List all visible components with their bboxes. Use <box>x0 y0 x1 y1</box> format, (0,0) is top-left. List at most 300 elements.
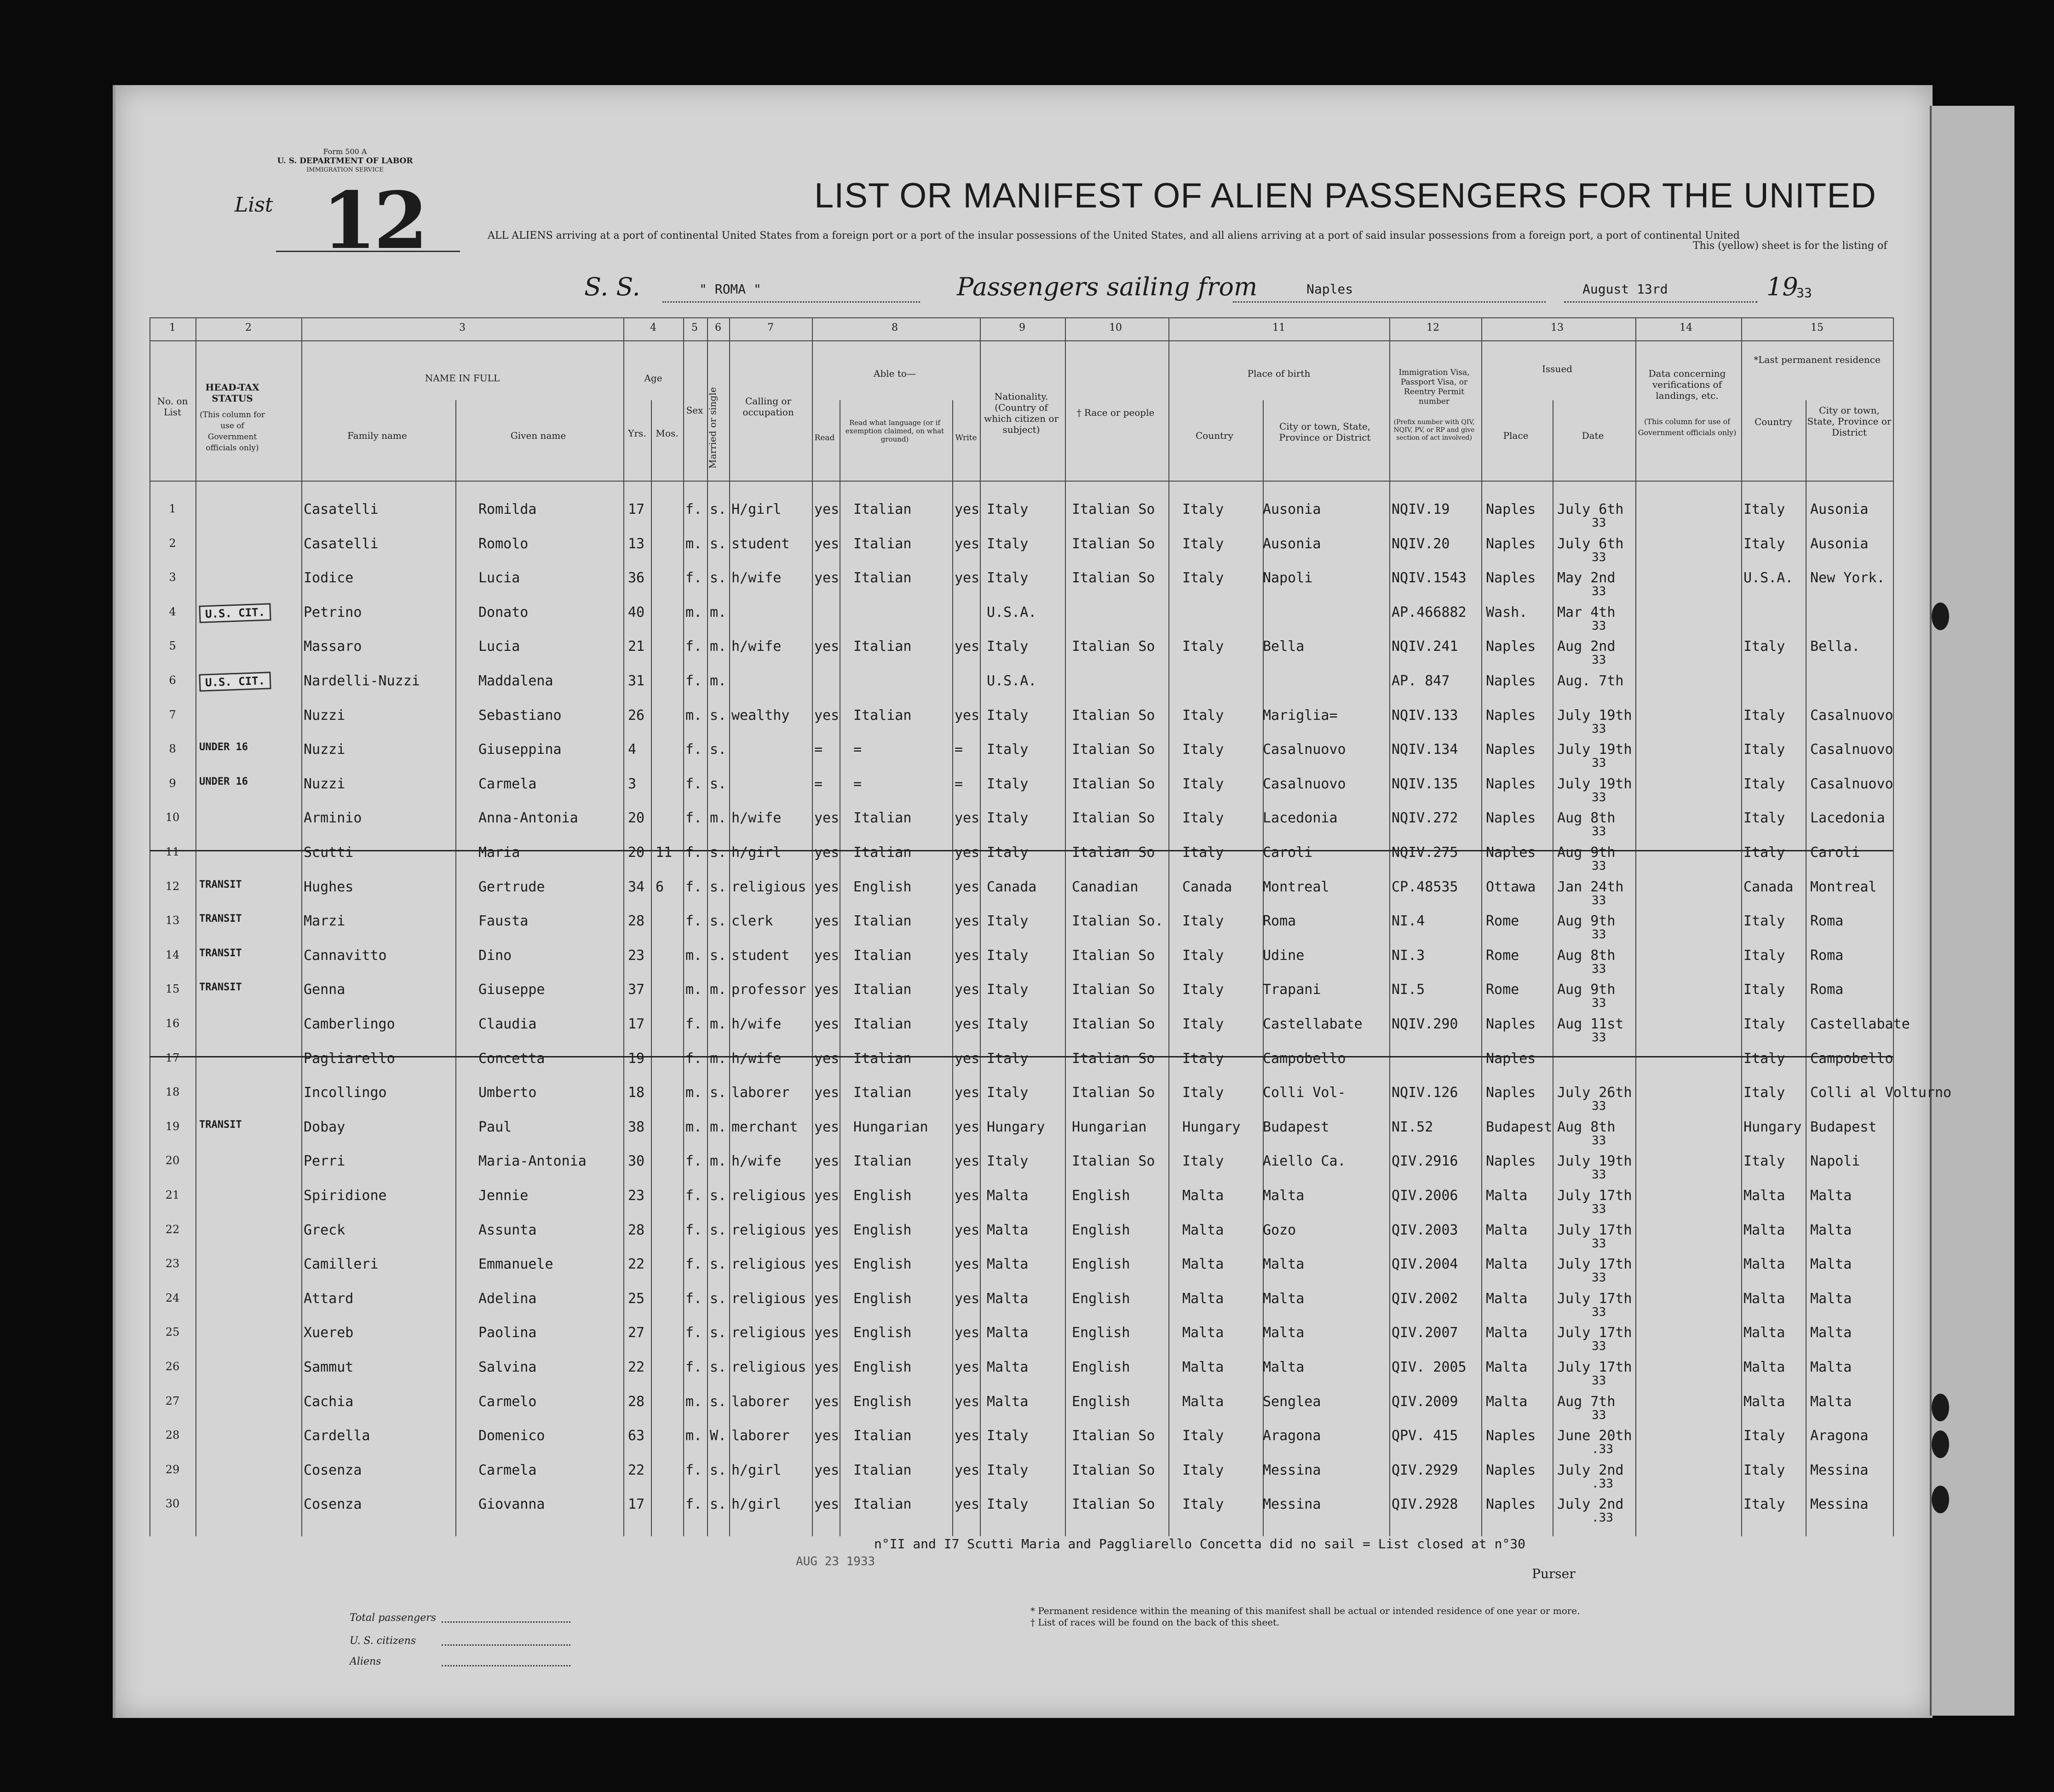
column-rule <box>812 317 813 1536</box>
age-years: 31 <box>628 673 645 689</box>
can-read: yes <box>814 638 840 655</box>
birth-country: Malta <box>1182 1325 1224 1341</box>
column-rule <box>1741 317 1742 1536</box>
can-read: yes <box>814 501 840 517</box>
residence-country: Italy <box>1743 1153 1785 1170</box>
given-name: Maddalena <box>478 673 553 689</box>
family-name: Iodice <box>304 570 354 586</box>
issued-place: Malta <box>1486 1325 1528 1341</box>
sex: f. <box>685 1359 702 1375</box>
given-name: Romilda <box>478 501 537 517</box>
issued-place: Malta <box>1486 1359 1528 1375</box>
birth-city: Messina <box>1263 1462 1321 1478</box>
header-verifications-note: (This column for use of Government officials only) <box>1638 417 1737 437</box>
header-place-of-birth: Place of birth <box>1247 368 1311 379</box>
can-read: yes <box>814 810 840 827</box>
nationality: Hungary <box>987 1119 1045 1135</box>
race: Hungarian <box>1072 1119 1147 1135</box>
issued-year: 33 <box>1592 1339 1606 1354</box>
header-birth-city: City or town, State, Province or District <box>1279 421 1371 443</box>
read-language: Italian <box>853 810 912 827</box>
family-name: Casatelli <box>304 501 379 517</box>
issued-date: July 17th <box>1557 1359 1632 1375</box>
can-write: yes <box>955 1462 980 1478</box>
family-name: Massaro <box>304 638 362 655</box>
birth-country: Italy <box>1182 775 1224 792</box>
race: Italian So <box>1072 707 1155 724</box>
row-number: 13 <box>165 914 180 927</box>
sailing-label: Passengers sailing from <box>957 272 1258 301</box>
visa-number: NI.52 <box>1392 1119 1433 1135</box>
marital-status: s. <box>710 570 727 586</box>
visa-number: NQIV.20 <box>1392 535 1450 552</box>
purser-label: Purser <box>1532 1566 1576 1581</box>
issued-year: 33 <box>1592 859 1606 873</box>
family-name: Nuzzi <box>304 707 345 724</box>
column-number: 9 <box>1019 322 1025 333</box>
nationality: Italy <box>987 1153 1029 1170</box>
can-read: yes <box>814 1359 840 1375</box>
birth-city: Campobello <box>1263 1050 1346 1067</box>
residence-city: Roma <box>1810 982 1844 998</box>
race: English <box>1072 1222 1130 1238</box>
issued-date: Aug 9th <box>1557 982 1616 998</box>
issued-year: 33 <box>1592 928 1606 942</box>
row-number: 19 <box>165 1120 180 1133</box>
read-language: Italian <box>853 570 912 586</box>
column-rule <box>1893 317 1894 1536</box>
given-name: Concetta <box>478 1050 545 1067</box>
age-months: 6 <box>656 879 664 895</box>
punch-hole <box>1932 1394 1949 1421</box>
age-months: 11 <box>656 844 673 861</box>
visa-number: QIV.2006 <box>1392 1188 1458 1204</box>
head-tax-status: UNDER 16 <box>199 775 248 787</box>
issued-date: Aug 7th <box>1557 1393 1616 1410</box>
birth-city: Castellabate <box>1263 1016 1363 1032</box>
issued-date: Jan 24th <box>1557 879 1624 895</box>
residence-city: Malta <box>1810 1256 1852 1273</box>
residence-country: Malta <box>1743 1325 1785 1341</box>
marital-status: s. <box>710 1359 727 1375</box>
header-able-to: Able to— <box>874 368 916 379</box>
issued-date: July 19th <box>1557 741 1632 758</box>
occupation: religious <box>731 1290 806 1307</box>
birth-city: Malta <box>1263 1325 1305 1341</box>
marital-status: m. <box>710 1050 727 1067</box>
issued-date: July 19th <box>1557 707 1632 724</box>
nationality: Italy <box>987 501 1029 517</box>
read-language: English <box>853 1256 912 1273</box>
issued-year: 33 <box>1592 962 1606 976</box>
age-years: 28 <box>628 913 645 930</box>
visa-number: NQIV.272 <box>1392 810 1458 827</box>
marital-status: s. <box>710 913 727 930</box>
residence-country: Italy <box>1743 707 1785 724</box>
marital-status: s. <box>710 844 727 861</box>
issued-place: Naples <box>1486 844 1536 861</box>
issued-year: 33 <box>1592 1168 1606 1182</box>
nationality: Malta <box>987 1188 1029 1204</box>
sex: m. <box>685 982 702 998</box>
can-read: yes <box>814 1119 840 1135</box>
family-name: Xuereb <box>304 1325 354 1341</box>
race: Italian So <box>1072 1462 1155 1478</box>
visa-number: NQIV.134 <box>1392 741 1458 758</box>
race: Italian So <box>1072 1085 1155 1101</box>
nationality: Italy <box>987 535 1029 552</box>
given-name: Salvina <box>478 1359 537 1375</box>
sex: f. <box>685 1222 702 1238</box>
given-name: Carmelo <box>478 1393 537 1410</box>
strike-through <box>150 1056 1893 1066</box>
sex: m. <box>685 1428 702 1444</box>
birth-country: Italy <box>1182 810 1224 827</box>
can-write: yes <box>955 535 980 552</box>
given-name: Gertrude <box>478 879 545 895</box>
age-years: 28 <box>628 1393 645 1410</box>
sex: m. <box>685 1119 702 1135</box>
age-years: 20 <box>628 810 645 827</box>
punch-hole <box>1932 603 1949 630</box>
issued-date: July 2nd <box>1557 1462 1624 1478</box>
sex: f. <box>685 570 702 586</box>
read-language: Italian <box>853 1462 912 1478</box>
issued-place: Naples <box>1486 810 1536 827</box>
header-race: † Race or people <box>1076 407 1155 418</box>
row-number: 24 <box>165 1291 180 1304</box>
issued-place: Naples <box>1486 707 1536 724</box>
footnote-races: † List of races will be found on the back of this sheet. <box>1030 1617 1280 1628</box>
issued-year: 33 <box>1592 653 1606 667</box>
nationality: Malta <box>987 1359 1029 1375</box>
header-family-name: Family name <box>347 430 407 441</box>
read-language: Italian <box>853 1428 912 1444</box>
family-name: Nuzzi <box>304 741 345 758</box>
race: Italian So <box>1072 1016 1155 1032</box>
marital-status: s. <box>710 535 727 552</box>
header-verifications: Data concerning verifications of landings, etc. <box>1648 368 1726 401</box>
sex: f. <box>685 638 702 655</box>
sex: m. <box>685 1085 702 1101</box>
can-write: yes <box>955 1119 980 1135</box>
age-years: 22 <box>628 1462 645 1478</box>
residence-city: Casalnuovo <box>1810 707 1893 724</box>
row-number: 10 <box>165 811 180 824</box>
age-years: 13 <box>628 535 645 552</box>
header-no-on-list: No. on List <box>157 396 188 418</box>
race: Italian So <box>1072 501 1155 517</box>
issued-year: 33 <box>1592 825 1606 839</box>
birth-country: Malta <box>1182 1290 1224 1307</box>
birth-country: Italy <box>1182 707 1224 724</box>
birth-country: Italy <box>1182 982 1224 998</box>
race: English <box>1072 1393 1130 1410</box>
issued-place: Naples <box>1486 638 1536 655</box>
residence-city: Castellabate <box>1810 1016 1910 1032</box>
age-years: 21 <box>628 638 645 655</box>
can-write: yes <box>955 1016 980 1032</box>
visa-number: NQIV.290 <box>1392 1016 1458 1032</box>
residence-city: Malta <box>1810 1188 1852 1204</box>
header-issued-date: Date <box>1582 430 1604 441</box>
age-years: 22 <box>628 1256 645 1273</box>
row-number: 8 <box>169 742 176 756</box>
adjacent-sheet-edge <box>1930 106 2014 1716</box>
nationality: Italy <box>987 1016 1029 1032</box>
family-name: Dobay <box>304 1119 345 1135</box>
residence-country: Malta <box>1743 1222 1785 1238</box>
issued-place: Naples <box>1486 1496 1536 1513</box>
issued-year: 33 <box>1592 585 1606 599</box>
can-read: yes <box>814 844 840 861</box>
row-number: 20 <box>165 1154 180 1167</box>
sex: f. <box>685 1153 702 1170</box>
given-name: Lucia <box>478 638 520 655</box>
read-language: English <box>853 1325 912 1341</box>
birth-country: Italy <box>1182 535 1224 552</box>
visa-number: AP.466882 <box>1392 604 1467 620</box>
residence-country: Hungary <box>1743 1119 1802 1135</box>
issued-date: July 17th <box>1557 1325 1632 1341</box>
family-name: Pagliarello <box>304 1050 395 1067</box>
issued-place: Naples <box>1486 673 1536 689</box>
occupation: clerk <box>731 913 773 930</box>
can-read: yes <box>814 1050 840 1067</box>
visa-number: QIV.2928 <box>1392 1496 1458 1513</box>
birth-city: Gozo <box>1263 1222 1296 1238</box>
can-read: yes <box>814 1393 840 1410</box>
can-write: yes <box>955 1428 980 1444</box>
residence-city: Ausonia <box>1810 535 1869 552</box>
issued-place: Wash. <box>1486 604 1528 620</box>
sex: f. <box>685 673 702 689</box>
age-years: 23 <box>628 1188 645 1204</box>
occupation: wealthy <box>731 707 790 724</box>
occupation: H/girl <box>731 501 782 517</box>
birth-country: Italy <box>1182 638 1224 655</box>
birth-city: Casalnuovo <box>1263 741 1346 758</box>
residence-city: Montreal <box>1810 879 1877 895</box>
residence-city: Campobello <box>1810 1050 1893 1067</box>
row-number: 11 <box>165 845 180 858</box>
row-number: 28 <box>165 1429 180 1442</box>
visa-number: NQIV.1543 <box>1392 570 1467 586</box>
nationality: Malta <box>987 1393 1029 1410</box>
can-read: yes <box>814 1188 840 1204</box>
issued-place: Naples <box>1486 1153 1536 1170</box>
can-read: yes <box>814 1290 840 1307</box>
residence-country: Italy <box>1743 913 1785 930</box>
birth-country: Italy <box>1182 501 1224 517</box>
row-number: 9 <box>169 776 176 790</box>
birth-country: Malta <box>1182 1393 1224 1410</box>
read-language: Italian <box>853 1496 912 1513</box>
row-number: 27 <box>165 1394 180 1407</box>
nationality: Italy <box>987 570 1029 586</box>
issued-date: Aug 9th <box>1557 844 1616 861</box>
header-read-language: Read what language (or if exemption claimed, on what ground) <box>845 419 944 443</box>
header-head-tax-note: (This column for use of Government officials only) <box>200 410 265 453</box>
nationality: Italy <box>987 982 1029 998</box>
issued-place: Naples <box>1486 1085 1536 1101</box>
read-language: Italian <box>853 501 912 517</box>
race: Italian So <box>1072 741 1155 758</box>
header-married: Married or single <box>707 387 718 469</box>
can-write: yes <box>955 810 980 827</box>
occupation: h/wife <box>731 810 782 827</box>
given-name: Claudia <box>478 1016 537 1032</box>
row-number: 22 <box>165 1223 180 1236</box>
birth-city: Ausonia <box>1263 501 1321 517</box>
race: Canadian <box>1072 879 1139 895</box>
family-name: Scutti <box>304 844 354 861</box>
column-rule <box>455 400 456 1536</box>
occupation: religious <box>731 1325 806 1341</box>
nationality: Malta <box>987 1256 1029 1273</box>
residence-country: Canada <box>1743 879 1794 895</box>
visa-number: QIV.2004 <box>1392 1256 1458 1273</box>
aliens-label: Aliens <box>350 1656 381 1667</box>
header-nationality: Nationality. (Country of which citizen or subject) <box>984 391 1059 435</box>
ship-dotline <box>662 301 920 303</box>
family-name: Petrino <box>304 604 362 620</box>
marital-status: s. <box>710 879 727 895</box>
given-name: Carmela <box>478 775 537 792</box>
column-number: 4 <box>650 322 656 333</box>
issued-year: 33 <box>1592 790 1606 804</box>
issued-date: July 19th <box>1557 775 1632 792</box>
punch-hole <box>1932 1430 1949 1458</box>
occupation: laborer <box>731 1085 790 1101</box>
can-read: yes <box>814 913 840 930</box>
age-years: 37 <box>628 982 645 998</box>
visa-number: NI.4 <box>1392 913 1425 930</box>
race: Italian So <box>1072 775 1155 792</box>
can-read: yes <box>814 1256 840 1273</box>
occupation: laborer <box>731 1393 790 1410</box>
header-name-in-full: NAME IN FULL <box>425 373 500 384</box>
column-rule <box>707 317 708 1536</box>
given-name: Domenico <box>478 1428 545 1444</box>
residence-country: Malta <box>1743 1290 1785 1307</box>
residence-city: Casalnuovo <box>1810 741 1893 758</box>
issued-place: Rome <box>1486 982 1519 998</box>
residence-country: Malta <box>1743 1256 1785 1273</box>
header-age: Age <box>644 373 662 384</box>
marital-status: s. <box>710 1188 727 1204</box>
birth-city: Malta <box>1263 1359 1305 1375</box>
marital-status: s. <box>710 1085 727 1101</box>
column-rule <box>301 317 302 1536</box>
can-read: = <box>814 741 823 758</box>
occupation: professor <box>731 982 806 998</box>
given-name: Anna-Antonia <box>478 810 578 827</box>
sex: f. <box>685 1050 702 1067</box>
family-name: Cosenza <box>304 1496 362 1513</box>
residence-city: Caroli <box>1810 844 1860 861</box>
family-name: Spiridione <box>304 1188 387 1204</box>
age-years: 23 <box>628 947 645 964</box>
visa-number: NQIV.135 <box>1392 775 1458 792</box>
visa-number: NQIV.133 <box>1392 707 1458 724</box>
issued-year: 33 <box>1592 619 1606 633</box>
read-language: Italian <box>853 535 912 552</box>
port-dotline <box>1233 301 1546 303</box>
race: Italian So <box>1072 947 1155 964</box>
residence-country: Italy <box>1743 1428 1785 1444</box>
occupation: h/wife <box>731 638 782 655</box>
birth-country: Malta <box>1182 1188 1224 1204</box>
sex: f. <box>685 501 702 517</box>
residence-city: Malta <box>1810 1325 1852 1341</box>
column-number: 10 <box>1109 322 1122 333</box>
nationality: Italy <box>987 913 1029 930</box>
read-language: Italian <box>853 1016 912 1032</box>
can-write: yes <box>955 1496 980 1513</box>
family-name: Casatelli <box>304 535 379 552</box>
race: Italian So <box>1072 1153 1155 1170</box>
marital-status: m. <box>710 1119 727 1135</box>
occupation: religious <box>731 1188 806 1204</box>
issued-place: Budapest <box>1486 1119 1553 1135</box>
age-years: 3 <box>628 775 637 792</box>
occupation: religious <box>731 1359 806 1375</box>
given-name: Emmanuele <box>478 1256 553 1273</box>
birth-city: Malta <box>1263 1188 1305 1204</box>
occupation: h/girl <box>731 1496 782 1513</box>
race: Italian So <box>1072 638 1155 655</box>
head-tax-status: U.S. CIT. <box>199 603 271 623</box>
nationality: Canada <box>987 879 1037 895</box>
nationality: Malta <box>987 1222 1029 1238</box>
nationality: Italy <box>987 707 1029 724</box>
row-number: 17 <box>165 1051 180 1064</box>
visa-number: QIV.2003 <box>1392 1222 1458 1238</box>
residence-country: Italy <box>1743 982 1785 998</box>
marital-status: s. <box>710 501 727 517</box>
row-number: 6 <box>169 674 176 687</box>
can-read: yes <box>814 535 840 552</box>
header-birth-country: Country <box>1195 430 1233 441</box>
age-years: 30 <box>628 1153 645 1170</box>
residence-city: Colli al Volturno <box>1810 1085 1952 1101</box>
issued-year: 33 <box>1592 1031 1606 1045</box>
race: English <box>1072 1256 1130 1273</box>
nationality: Italy <box>987 638 1029 655</box>
visa-number: QIV.2929 <box>1392 1462 1458 1478</box>
row-number: 16 <box>165 1017 180 1030</box>
issued-date: May 2nd <box>1557 570 1616 586</box>
can-write: yes <box>955 1222 980 1238</box>
issued-year: 33 <box>1592 722 1606 736</box>
birth-country: Italy <box>1182 1496 1224 1513</box>
birth-city: Bella <box>1263 638 1305 655</box>
sex: m. <box>685 707 702 724</box>
year-prefix: 19 <box>1766 272 1798 301</box>
row-number: 23 <box>165 1257 180 1270</box>
issued-place: Naples <box>1486 1016 1536 1032</box>
birth-city: Caroli <box>1263 844 1313 861</box>
sex: f. <box>685 1290 702 1307</box>
column-number: 1 <box>169 322 176 333</box>
issued-year: 33 <box>1592 996 1606 1011</box>
row-number: 18 <box>165 1086 180 1099</box>
residence-city: Messina <box>1810 1496 1869 1513</box>
birth-country: Italy <box>1182 1050 1224 1067</box>
family-name: Incollingo <box>304 1085 387 1101</box>
read-language: Italian <box>853 1153 912 1170</box>
